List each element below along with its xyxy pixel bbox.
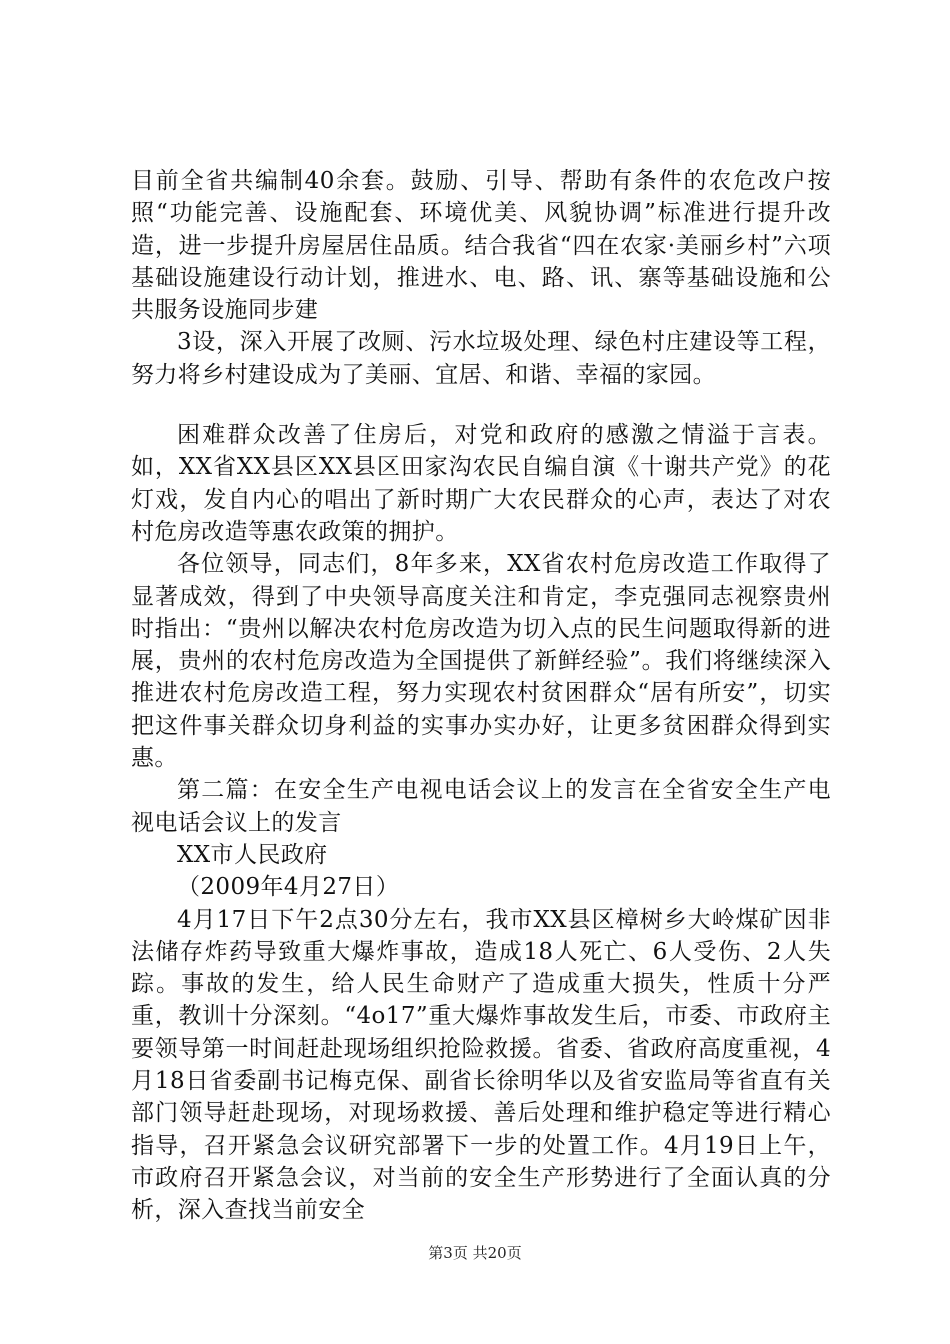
paragraph-2: 3设，深入开展了改厕、污水垃圾处理、绿色村庄建设等工程，努力将乡村建设成为了美丽、宜居、和谐、幸福的家园。	[131, 329, 831, 388]
section-heading: 第二篇：在安全生产电视电话会议上的发言在全省安全生产电视电话会议上的发言	[131, 777, 831, 836]
issuer-line: XX市人民政府	[177, 841, 328, 868]
date-line: （2009年4月27日）	[177, 874, 400, 901]
paragraph-5: 4月17日下午2点30分左右，我市XX县区樟树乡大岭煤矿因非法储存炸药导致重大爆炸事故，造成18人死亡、6人受伤、2人失踪。事故的发生，给人民生命财产了造成重大损失，性质十分严重，教训十分深刻。“4o17”重大爆炸事故发生后，市委、市政府主要领导第一时间赶赴现场组织抢险救援。省委、省政府高度重视，4月18日省委副书记梅克保、副省长徐明华以及省安监局等省直有关部门领导赶赴现场，对现场救援、善后处理和维护稳定等进行精心指导，召开紧急会议研究部署下一步的处置工作。4月19日上午，市政府召开紧急会议，对当前的安全生产形势进行了全面认真的分析，深入查找当前安全	[131, 906, 831, 1224]
page-number-footer: 第3页 共20页	[428, 1244, 522, 1262]
document-body	[131, 165, 831, 1227]
paragraph-4: 各位领导，同志们，8年多来，XX省农村危房改造工作取得了显著成效，得到了中央领导高度关注和肯定，李克强同志视察贵州时指出：“贵州以解决农村危房改造为切入点的民生问题取得新的进展，贵州的农村危房改造为全国提供了新鲜经验”。我们将继续深入推进农村危房改造工程，努力实现农村贫困群众“居有所安”，切实把这件事关群众切身利益的实事办实办好，让更多贫困群众得到实惠。	[131, 551, 831, 772]
paragraph-3: 困难群众改善了住房后，对党和政府的感激之情溢于言表。如，XX省XX县区XX县区田家沟农民自编自演《十谢共产党》的花灯戏，发自内心的唱出了新时期广大农民群众的心声，表达了对农村危房改造等惠农政策的拥护。	[131, 422, 831, 545]
paragraph-1: 目前全省共编制40余套。鼓励、引导、帮助有条件的农危改户按照“功能完善、设施配套、环境优美、风貌协调”标准进行提升改造，进一步提升房屋居住品质。结合我省“四在农家·美丽乡村”六项基础设施建设行动计划，推进水、电、路、讯、寨等基础设施和公共服务设施同步建	[131, 168, 831, 324]
